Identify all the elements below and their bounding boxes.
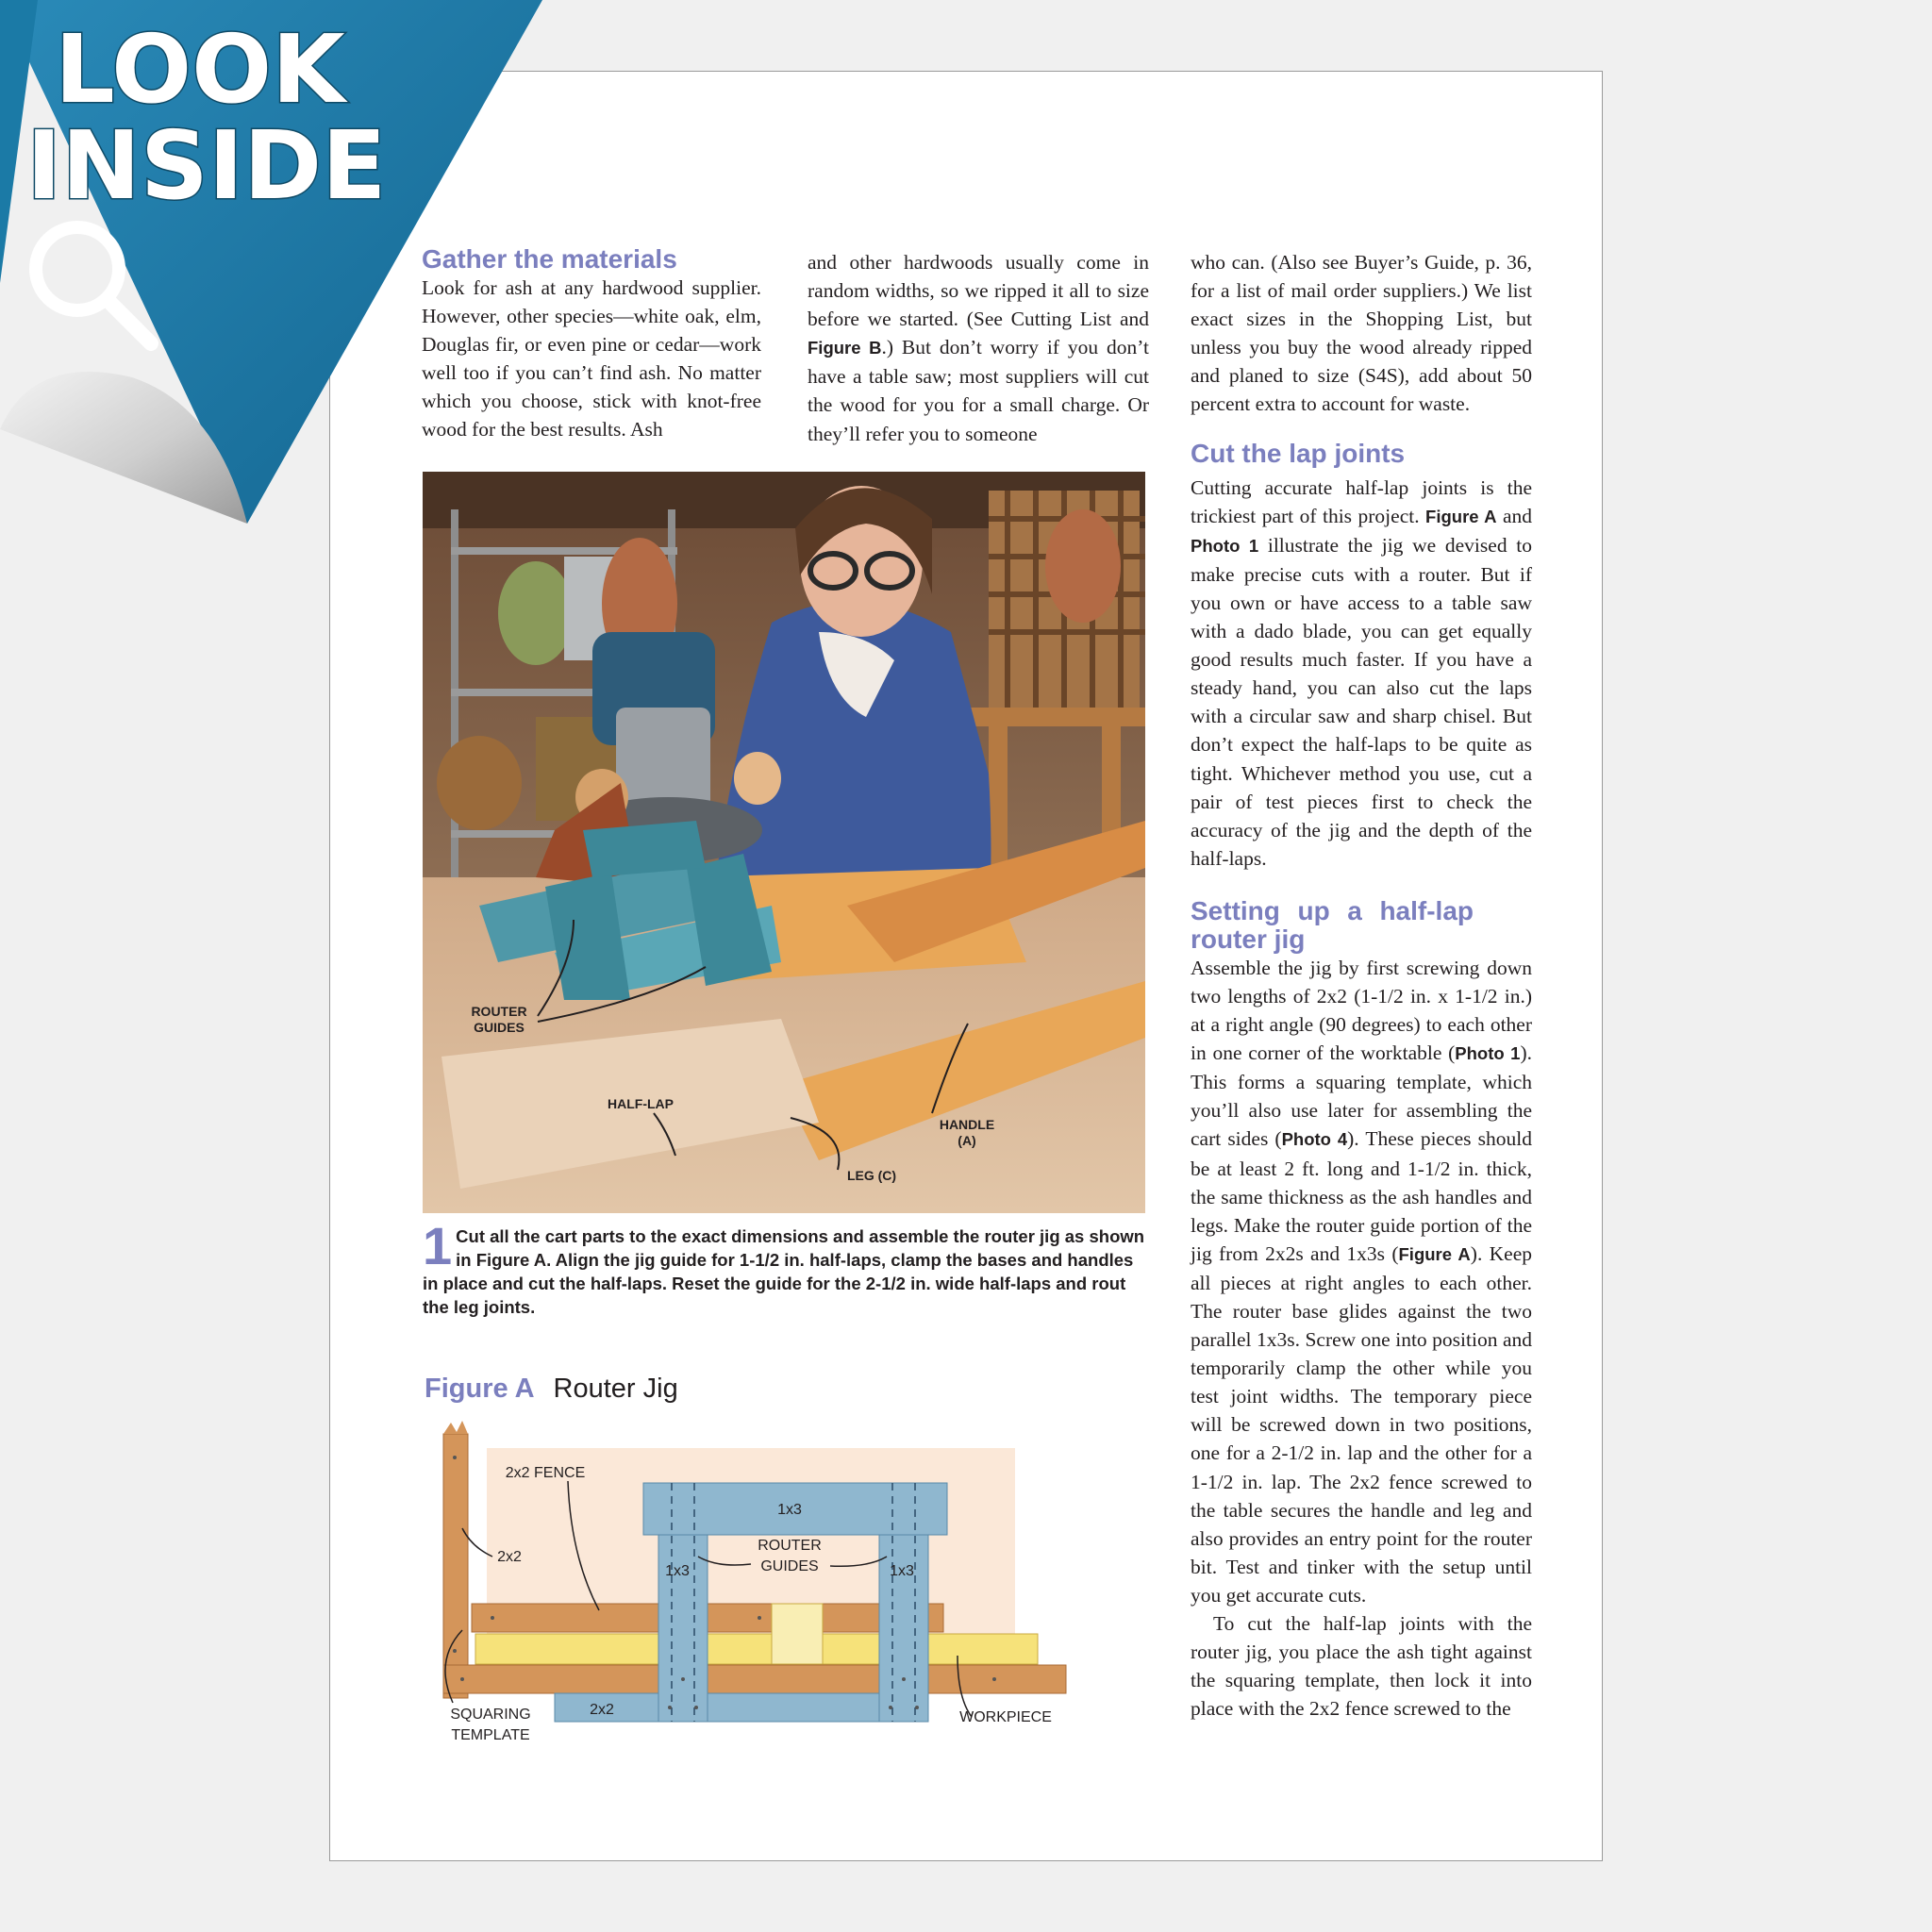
- label-leg: LEG (C): [846, 1168, 897, 1183]
- figure-a-title: [425, 1372, 678, 1406]
- s2-text-b: and: [1496, 504, 1532, 527]
- label-handle-2: (A): [958, 1133, 976, 1148]
- label-left-1x3: 1x3: [665, 1563, 690, 1579]
- label-2x2-fence: 2x2 FENCE: [505, 1465, 586, 1481]
- col3-section3: [1191, 954, 1532, 1609]
- col3-intro: who can. (Also see Buyer’s Guide, p. 36, for a list of mail order suppliers.) We list exact sizes in the Shopping List, but unless you buy the wood already ripped and planed to size (S4S), add about 50 percent extra to account for waste.: [1191, 251, 1532, 416]
- label-squaring-2: TEMPLATE: [451, 1727, 530, 1740]
- column-3: [1191, 248, 1532, 1723]
- figure-b-ref: Figure B: [808, 338, 882, 358]
- figure-title: Router Jig: [553, 1374, 678, 1404]
- heading-gather-materials: Gather the materials: [422, 244, 677, 274]
- s2-text-c: illustrate the jig we devised to make precise cuts with a router. But if you own or have access to a table saw with a dado blade, you can get equally good results much faster. If you have a steady hand, you can also cut the laps with a circular saw and sharp chisel. But don’t expect the half-laps to be quite as tight. Whichever method you use, cut a pair of test pieces first to check the accuracy of the jig and the depth of the half-laps.: [1191, 533, 1532, 870]
- banner-inside: INSIDE: [26, 110, 387, 221]
- s3-text-a: Assemble the jig by first screwing down two lengths of 2x2 (1-1/2 in. x 1-1/2 in.) at a right angle (90 degrees) to each other in one corner of the worktable (: [1191, 956, 1532, 1065]
- photo-caption: [423, 1216, 1145, 1319]
- col2-text-1: and other hardwoods usually come in random widths, so we ripped it all to size before we started. (See Cutting List and: [808, 251, 1149, 331]
- router-jig-diagram: [415, 1415, 1094, 1740]
- heading-setting-up-jig: Setting up a half-lap router jig: [1191, 895, 1474, 954]
- label-squaring-1: SQUARING: [450, 1707, 531, 1723]
- figure-a-ref-2: Figure A: [1398, 1243, 1471, 1264]
- caption-text: Cut all the cart parts to the exact dimensions and assemble the router jig as shown in Figure A. Align the jig guide for 1-1/2 in. half-laps, clamp the bases and handles in place and cut the half-laps. Reset the guide for the 2-1/2 in. wide half-laps and rout the leg joints.: [423, 1226, 1145, 1317]
- look-inside-banner: [0, 0, 547, 528]
- look-inside-graphic: [0, 0, 547, 528]
- label-router-guides-1: ROUTER: [471, 1004, 527, 1019]
- left-1x3-guide: [658, 1533, 708, 1722]
- label-router-1: ROUTER: [758, 1538, 822, 1554]
- column-2: [808, 248, 1149, 448]
- label-side-2x2: 2x2: [497, 1549, 522, 1565]
- photo-1-ref-2: Photo 1: [1455, 1043, 1521, 1064]
- col3-paragraph-last: To cut the half-lap joints with the router jig, you place the ash tight against the squaring template, then lock it into place with the 2x2 fence screwed to the: [1191, 1612, 1532, 1721]
- s3-text-c: ). These pieces should be at least 2 ft. long and 1-1/2 in. thick, the same thickness as the ash handles and legs. Make the router guide portion of the jig from 2x2s and 1x3s (: [1191, 1127, 1532, 1265]
- s2-text-a: Cutting accurate half-lap joints is the trickiest part of this project.: [1191, 475, 1532, 527]
- workpiece: [475, 1634, 1038, 1664]
- heading-cut-lap-joints: Cut the lap joints: [1191, 438, 1406, 468]
- label-top-1x3: 1x3: [777, 1502, 802, 1518]
- caption-number: 1: [423, 1216, 453, 1275]
- photo-1-ref: Photo 1: [1191, 535, 1259, 556]
- workshop-photo: [423, 472, 1145, 1213]
- col3-section2: [1191, 474, 1532, 873]
- label-workpiece: WORKPIECE: [959, 1709, 1052, 1725]
- squaring-template-bottom: [443, 1665, 1066, 1693]
- col1-paragraph: Look for ash at any hardwood supplier. However, other species—white oak, elm, Douglas fir, or even pine or cedar—work well too if you can’t find ash. No matter which you choose, stick with knot-free wood for the best results. Ash: [422, 276, 761, 441]
- banner-look: LOOK: [55, 14, 345, 125]
- s3-text-d: ). Keep all pieces at right angles to each other. The router base glides against the two parallel 1x3s. Screw one into position and temporarily clamp the other while you test joint widths. The temporary piece will be screwed down in two positions, one for a 2-1/2 in. lap and the other for a 1-1/2 in. lap. The 2x2 fence screwed to the table secures the handle and leg and also provides an entry point for the router bit. Test and tinker with the setup until you get accurate cuts.: [1191, 1241, 1532, 1607]
- label-half-lap: HALF-LAP: [608, 1096, 674, 1111]
- label-bottom-2x2: 2x2: [590, 1702, 614, 1718]
- col2-paragraph: [808, 248, 1149, 448]
- right-1x3-guide: [879, 1533, 928, 1722]
- s3-text-b: ). This forms a squaring template, which you’ll also use later for assembling the cart sides (: [1191, 1041, 1532, 1151]
- col2-text-2: .) But don’t worry if you don’t have a table saw; most suppliers will cut the wood for you for a small charge. Or they’ll refer you to someone: [808, 336, 1149, 445]
- label-handle-1: HANDLE: [939, 1117, 995, 1132]
- label-right-1x3: 1x3: [890, 1563, 914, 1579]
- label-router-guides-2: GUIDES: [474, 1020, 525, 1035]
- figure-label: Figure A: [425, 1374, 535, 1404]
- router-jig-svg: [415, 1415, 1094, 1740]
- photo-4-ref: Photo 4: [1281, 1129, 1348, 1150]
- workshop-photo-illustration: [423, 472, 1145, 1213]
- label-router-2: GUIDES: [760, 1558, 819, 1574]
- figure-a-ref: Figure A: [1425, 506, 1497, 526]
